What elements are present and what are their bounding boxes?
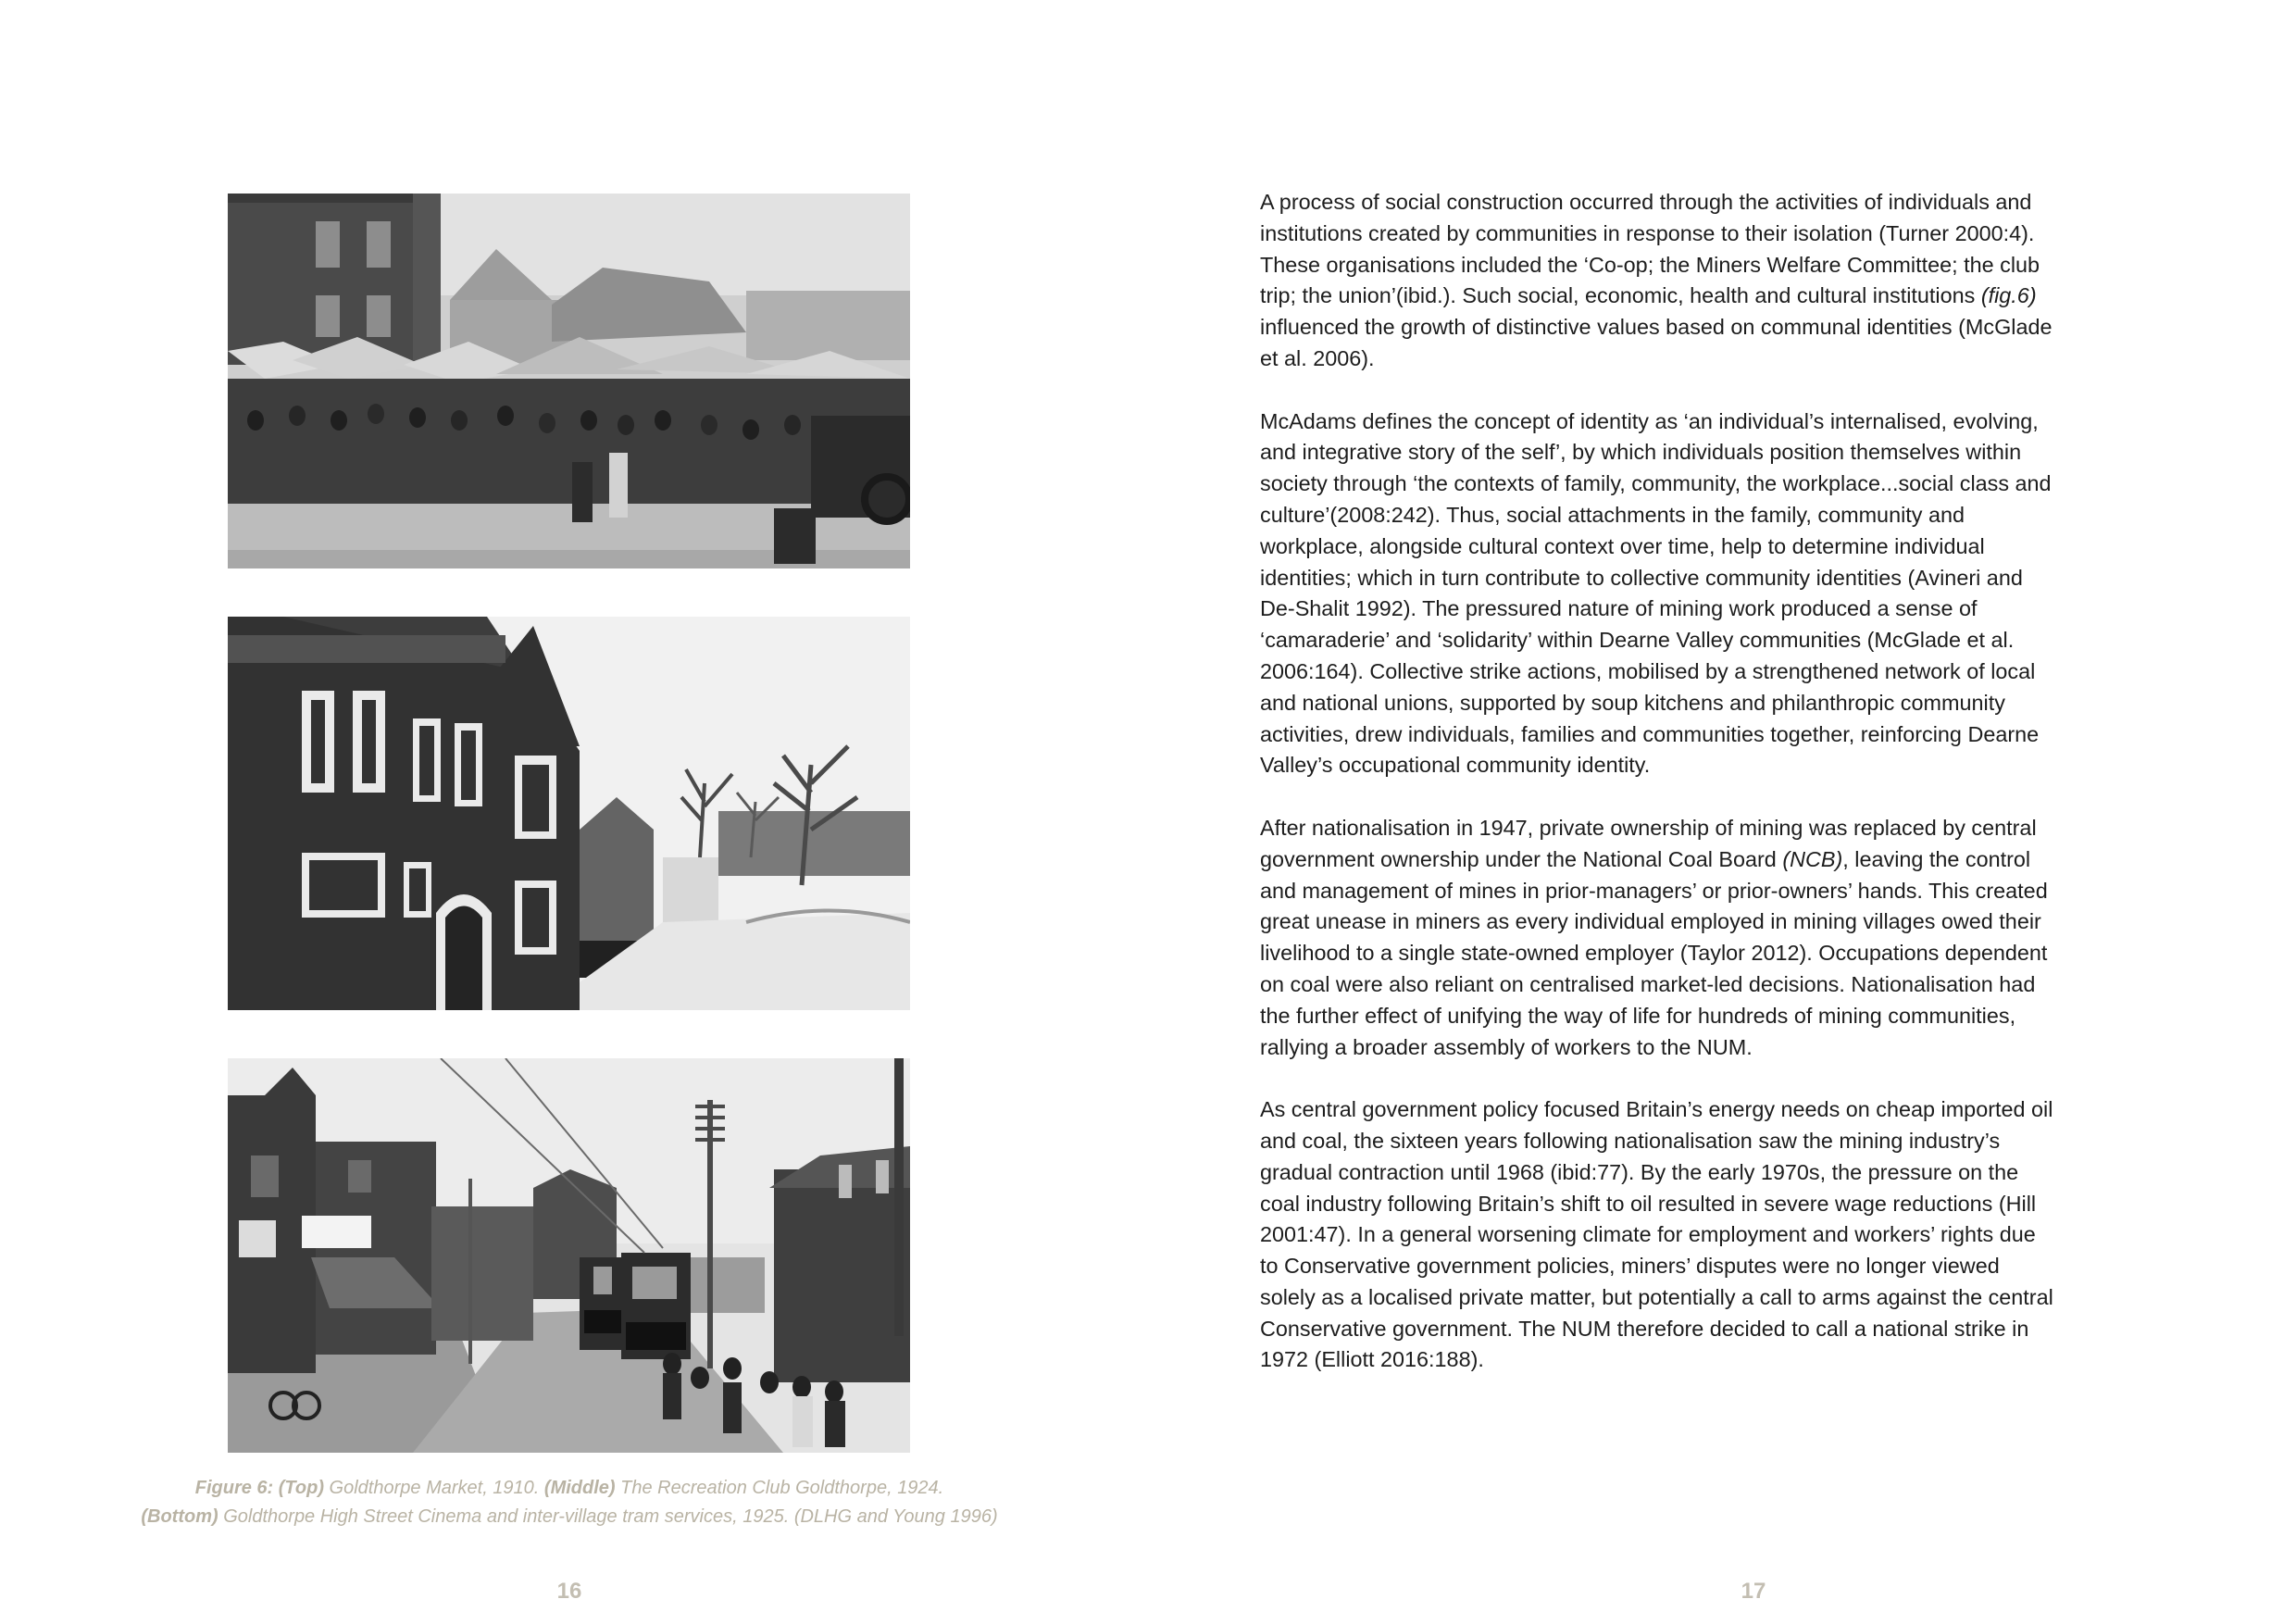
- ncb-abbreviation: (NCB): [1782, 846, 1843, 871]
- caption-bottom-tag: (Bottom): [141, 1506, 218, 1527]
- paragraph-2: McAdams defines the concept of identity as ‘an individual’s internalised, evolving, and integrative story of the self’, by which individuals position themselves within society through ‘the contexts of family, community, the workplace...social class and culture’(2008:242). Thus, social attachments in the family, community and workplace, alongside cultural context over time, help to determine individual identities; which in turn contribute to collective community identities (Avineri and De-Shalit 1992). The pressured nature of mining work produced a sense of ‘camaraderie’ and ‘solidarity’ within Dearne Valley communities (McGlade et al. 2006:164). Collective strike actions, mobilised by a strengthened network of local and national unions, supported by soup kitchens and philanthropic community activities, drew individuals, families and communities together, reinforcing Dearne Valley’s occupational community identity.: [1260, 408, 2052, 778]
- page-number-right: 17: [1741, 1579, 1766, 1604]
- caption-top-text: Goldthorpe Market, 1910.: [324, 1478, 544, 1498]
- figure-caption: [93, 1474, 1046, 1531]
- photo-goldthorpe-market: [228, 194, 910, 568]
- paragraph-1: [1260, 187, 2056, 375]
- high-street-photo-drawing: [228, 1058, 910, 1453]
- caption-figure-label: Figure 6:: [194, 1478, 274, 1498]
- photo-recreation-club: [228, 617, 910, 1010]
- body-text: [1260, 187, 2056, 1407]
- caption-line-1: [93, 1474, 1046, 1503]
- caption-top-tag: (Top): [278, 1478, 324, 1498]
- figure-reference: (fig.6): [1980, 283, 2037, 308]
- recreation-club-photo-drawing: [228, 617, 910, 1010]
- paragraph-3-text-b: , leaving the control and management of mines in prior-managers’ or prior-owners’ hands. This created great unease in miners as every individual employed in mining villages owed their livelihood to a single state-owned employer (Taylor 2012). Occupations dependent on coal were also reliant on centralised market-led decisions. Nationalisation had the further effect of unifying the way of life for hundreds of mining communities, rallying a broader assembly of workers to the NUM.: [1260, 846, 2048, 1059]
- paragraph-3-text-a: After nationalisation in 1947, private ownership of mining was replaced by central government ownership under the National Coal Board: [1260, 815, 2037, 871]
- photo-high-street-tram: [228, 1058, 910, 1453]
- market-photo-drawing: [228, 194, 910, 568]
- page-number-left: 16: [556, 1579, 582, 1604]
- caption-line-2: [93, 1503, 1046, 1531]
- paragraph-3: [1260, 813, 2056, 1063]
- caption-bottom-text: Goldthorpe High Street Cinema and inter-village tram services, 1925. (DLHG and Young 1996): [218, 1506, 998, 1527]
- paragraph-4: As central government policy focused Britain’s energy needs on cheap imported oil and coal, the sixteen years following nationalisation saw the mining industry’s gradual contraction until 1968 (ibid:77). By the early 1970s, the pressure on the coal industry following Britain’s shift to oil resulted in severe wage reductions (Hill 2001:47). In a general worsening climate for employment and workers’ rights due to Conservative government policies, miners’ disputes were no longer viewed solely as a localised private matter, but potentially a call to arms against the central Conservative government. The NUM therefore decided to call a national strike in 1972 (Elliott 2016:188).: [1260, 1097, 2053, 1372]
- caption-middle-tag: (Middle): [543, 1478, 616, 1498]
- caption-middle-text: The Recreation Club Goldthorpe, 1924.: [615, 1478, 944, 1498]
- paragraph-1-text-b: influenced the growth of distinctive values based on communal identities (McGlade et al. 2006).: [1260, 315, 2053, 370]
- paragraph-1-text-a: A process of social construction occurred through the activities of individuals and institutions created by communities in response to their isolation (Turner 2000:4). These organisations included the ‘Co-op; the Miners Welfare Committee; the club trip; the union’(ibid.). Such social, economic, health and cultural institutions: [1260, 190, 2040, 308]
